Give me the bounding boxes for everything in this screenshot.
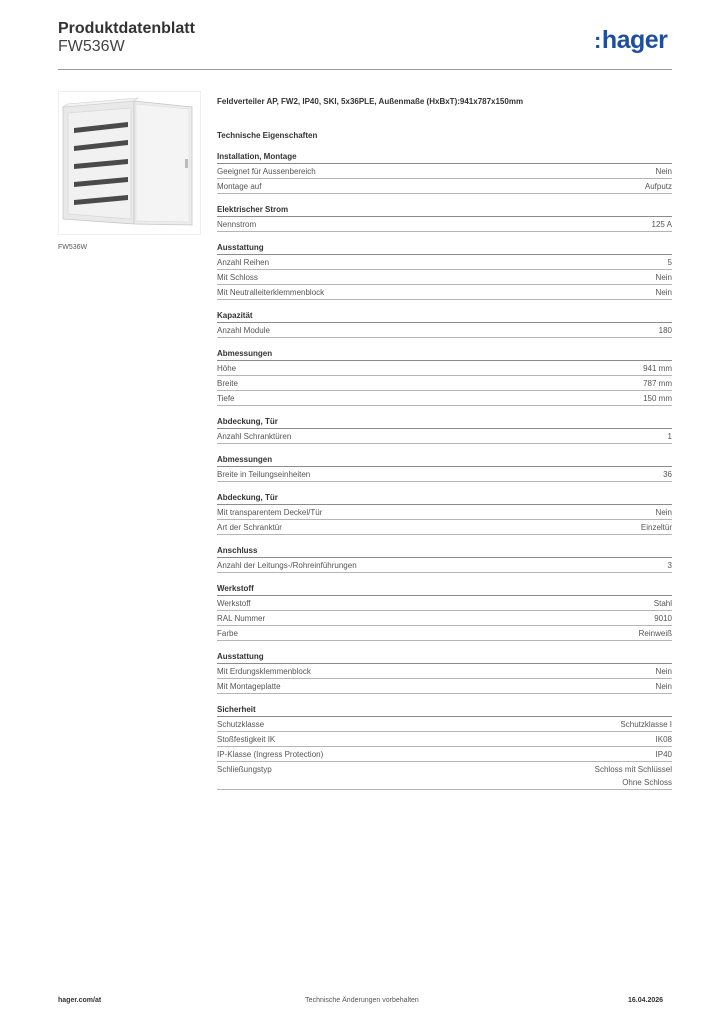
spec-row — [217, 179, 672, 194]
section-heading: Installation, Montage — [217, 150, 672, 164]
spec-label: Mit Neutralleiterklemmenblock — [217, 288, 325, 297]
spec-row — [217, 717, 672, 732]
spec-value: Nein — [655, 273, 672, 282]
spec-label: Breite — [217, 379, 238, 388]
spec-value: Einzeltür — [640, 523, 672, 532]
footer-website: hager.com/at — [58, 997, 102, 1004]
spec-label: IP-Klasse (Ingress Protection) — [217, 750, 324, 759]
spec-section — [217, 415, 672, 444]
spec-value: 3 — [667, 561, 672, 570]
spec-value: Nein — [655, 167, 672, 176]
spec-section — [217, 491, 672, 535]
spec-row — [217, 323, 672, 338]
spec-row — [217, 558, 672, 573]
specs-table — [217, 150, 672, 799]
spec-value: 787 mm — [643, 379, 672, 388]
section-heading: Elektrischer Strom — [217, 203, 672, 217]
spec-row — [217, 429, 672, 444]
spec-row — [217, 164, 672, 179]
spec-value: Aufputz — [644, 182, 672, 191]
spec-label: Anzahl Module — [217, 326, 270, 335]
spec-value: IK08 — [655, 735, 672, 744]
spec-row — [217, 376, 672, 391]
spec-value: Nein — [655, 508, 672, 517]
spec-row — [217, 217, 672, 232]
spec-row — [217, 626, 672, 641]
specs-heading: Technische Eigenschaften — [217, 131, 318, 140]
spec-value: IP40 — [655, 750, 672, 759]
product-code: FW536W — [58, 38, 125, 55]
spec-row — [217, 611, 672, 626]
spec-section — [217, 309, 672, 338]
section-heading: Abdeckung, Tür — [217, 491, 672, 505]
section-heading: Anschluss — [217, 544, 672, 558]
spec-value: 150 mm — [643, 394, 672, 403]
spec-row — [217, 679, 672, 694]
spec-label: Farbe — [217, 629, 238, 638]
spec-row — [217, 747, 672, 762]
section-heading: Ausstattung — [217, 650, 672, 664]
spec-row — [217, 270, 672, 285]
spec-row — [217, 361, 672, 376]
spec-section — [217, 203, 672, 232]
spec-row — [217, 467, 672, 482]
spec-value: 36 — [663, 470, 672, 479]
spec-row — [217, 391, 672, 406]
spec-label: Anzahl Reihen — [217, 258, 270, 267]
product-description: Feldverteiler AP, FW2, IP40, SKI, 5x36PLE, Außenmaße (HxBxT):941x787x150mm — [217, 97, 524, 106]
spec-value: 5 — [667, 258, 672, 267]
spec-row — [217, 285, 672, 300]
spec-row — [217, 762, 672, 790]
spec-value: Schloss mit Schlüssel Ohne Schloss — [594, 765, 672, 787]
spec-value: Nein — [655, 667, 672, 676]
spec-label: Werkstoff — [217, 599, 251, 608]
spec-label: Art der Schranktür — [217, 523, 282, 532]
spec-section — [217, 703, 672, 790]
spec-label: Montage auf — [217, 182, 262, 191]
spec-label: Nennstrom — [217, 220, 257, 229]
spec-row — [217, 596, 672, 611]
logo-text: hager — [601, 26, 668, 54]
spec-value: 125 A — [651, 220, 672, 229]
footer-notice: Technische Änderungen vorbehalten — [305, 997, 419, 1004]
spec-section — [217, 347, 672, 406]
spec-label: Mit Erdungsklemmenblock — [217, 667, 311, 676]
header-divider — [58, 69, 672, 70]
section-heading: Sicherheit — [217, 703, 672, 717]
spec-label: Breite in Teilungseinheiten — [217, 470, 311, 479]
spec-label: RAL Nummer — [217, 614, 266, 623]
spec-label: Mit Schloss — [217, 273, 258, 282]
spec-section — [217, 453, 672, 482]
spec-label: Schließungstyp — [217, 765, 272, 774]
page-title: Produktdatenblatt — [58, 20, 195, 37]
spec-row — [217, 505, 672, 520]
product-image — [58, 91, 201, 235]
spec-value: Stahl — [653, 599, 672, 608]
spec-value: 1 — [667, 432, 672, 441]
spec-label: Stoßfestigkeit IK — [217, 735, 276, 744]
spec-value: 941 mm — [643, 364, 672, 373]
spec-section — [217, 150, 672, 194]
spec-label: Anzahl der Leitungs-/Rohreinführungen — [217, 561, 357, 570]
spec-section — [217, 544, 672, 573]
spec-label: Anzahl Schranktüren — [217, 432, 292, 441]
section-heading: Kapazität — [217, 309, 672, 323]
spec-row — [217, 520, 672, 535]
section-heading: Ausstattung — [217, 241, 672, 255]
spec-section — [217, 241, 672, 300]
spec-label: Mit Montageplatte — [217, 682, 281, 691]
section-heading: Abmessungen — [217, 347, 672, 361]
spec-label: Mit transparentem Deckel/Tür — [217, 508, 323, 517]
spec-value: Nein — [655, 682, 672, 691]
section-heading: Abdeckung, Tür — [217, 415, 672, 429]
spec-row — [217, 255, 672, 270]
section-heading: Werkstoff — [217, 582, 672, 596]
spec-value: 180 — [658, 326, 672, 335]
spec-label: Schutzklasse — [217, 720, 265, 729]
section-heading: Abmessungen — [217, 453, 672, 467]
image-caption: FW536W — [58, 244, 88, 251]
spec-section — [217, 650, 672, 694]
spec-row — [217, 664, 672, 679]
spec-row — [217, 732, 672, 747]
spec-label: Geeignet für Aussenbereich — [217, 167, 316, 176]
spec-value: Reinweiß — [638, 629, 672, 638]
spec-label: Tiefe — [217, 394, 235, 403]
hager-logo: :hager — [594, 26, 668, 54]
spec-label: Höhe — [217, 364, 237, 373]
spec-section — [217, 582, 672, 641]
spec-value: Schutzklasse I — [620, 720, 672, 729]
spec-value: 9010 — [654, 614, 672, 623]
spec-value: Nein — [655, 288, 672, 297]
footer-date: 16.04.2026 — [628, 997, 664, 1004]
